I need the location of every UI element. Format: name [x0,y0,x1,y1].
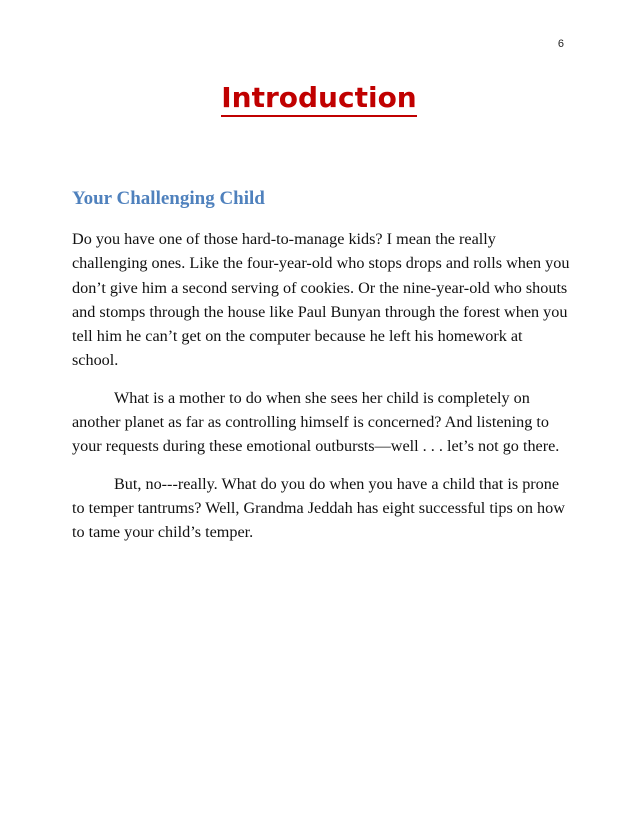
chapter-title-text: Introduction [221,81,417,117]
paragraph-2: What is a mother to do when she sees her child is completely on another planet as far as controlling himself is concerned? And listening to your requests during these emotional outbursts—well . . . let’s not go there. [72,388,560,456]
paragraph-3: But, no---really. What do you do when you have a child that is prone to temper tantrums? Well, Grandma Jeddah has eight successful tips on how to tame your child’s temper. [72,474,565,542]
chapter-title [0,80,638,117]
page-number: 6 [557,38,564,50]
body-text [72,227,572,558]
section-heading: Your Challenging Child [72,188,265,209]
paragraph-1: Do you have one of those hard-to-manage kids? I mean the really challenging ones. Like the four-year-old who stops drops and rolls when you don’t give him a second serving of cookies. Or the nine-year-old who shouts and stomps through the house like Paul Bunyan through the forest when you tell him he can’t get on the computer because he left his homework at school. [72,230,570,370]
